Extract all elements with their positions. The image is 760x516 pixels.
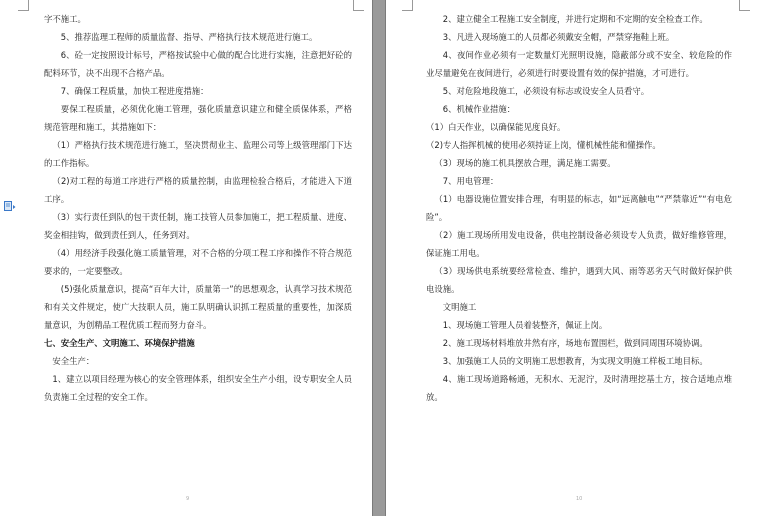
paragraph: 字不施工。 xyxy=(44,14,86,24)
paragraph: 5、推荐监理工程师的质量监督、指导、严格执行技术规范进行施工。 xyxy=(60,32,318,42)
page-number: 9 xyxy=(186,496,190,502)
document-page-right xyxy=(386,0,760,516)
section-heading: 七、安全生产、文明施工、环境保护措施 xyxy=(44,338,195,348)
document-page-left xyxy=(0,0,372,516)
paragraph: 4、施工现场道路畅通，无积水、无泥泞，及时清理挖基土方，按合适地点堆放。 xyxy=(426,374,732,402)
paragraph: 4、夜间作业必须有一定数量灯光照明设施，隐蔽部分或不安全、较危险的作业尽量避免在夜间进行，必须进行时要设置有效的保护措施，才可进行。 xyxy=(426,50,732,78)
page-body xyxy=(44,10,352,406)
paragraph: （2)对工程的每道工序进行严格的质量控制，由监理检验合格后，才能进入下道工序。 xyxy=(44,176,352,204)
paragraph: 安全生产： xyxy=(52,356,95,366)
crop-mark xyxy=(739,0,750,11)
paragraph: 7、确保工程质量，加快工程进度措施： xyxy=(60,86,209,96)
paragraph: （1）白天作业，以确保能见度良好。 xyxy=(426,122,566,132)
paragraph: 2、建立健全工程施工安全制度，并进行定期和不定期的安全检查工作。 xyxy=(442,14,708,24)
paragraph: （2)专人指挥机械的使用必须持证上岗，懂机械性能和懂操作。 xyxy=(426,140,661,150)
paragraph: 1、现场施工管理人员着装整齐，佩证上岗。 xyxy=(442,320,608,330)
page-gutter xyxy=(372,0,386,516)
paragraph: 3、凡进入现场施工的人员都必须戴安全帽，严禁穿拖鞋上班。 xyxy=(442,32,675,42)
document-outline-icon[interactable] xyxy=(4,196,16,206)
paragraph: 3、加强施工人员的文明施工思想教育，为实现文明施工样板工地目标。 xyxy=(442,356,708,366)
paragraph: （1）严格执行技术规范进行施工，坚决贯彻业主、监理公司等上级管理部门下达的工作指标。 xyxy=(44,140,352,168)
paragraph: 5、对危险地段施工，必须设有标志或设安全人员看守。 xyxy=(442,86,650,96)
paragraph: 6、机械作业措施： xyxy=(442,104,516,114)
paragraph: （4）用经济手段强化施工质量管理，对不合格的分项工程工序和操作不符合规范要求的，一定要整改。 xyxy=(44,248,352,276)
paragraph: （3）现场供电系统要经常检查、维护，遇到大风、雨等恶劣天气时做好保护供电设施。 xyxy=(426,266,732,294)
paragraph: 文明施工 xyxy=(442,302,477,312)
paragraph: 7、用电管理： xyxy=(442,176,499,186)
crop-mark xyxy=(402,0,413,11)
paragraph: 1、建立以项目经理为核心的安全管理体系，组织安全生产小组，设专职安全人员负责施工全过程的安全工作。 xyxy=(44,374,352,402)
paragraph: 6、砼一定按照设计标号，严格按试验中心做的配合比进行实施，注意把好砼的配料环节，决不出现不合格产品。 xyxy=(44,50,352,78)
paragraph: 2、施工现场材料堆放井然有序，场地布置围栏，做到同周围环境协调。 xyxy=(442,338,708,348)
page-number: 10 xyxy=(576,496,583,502)
paragraph: (5)强化质量意识，提高“百年大计，质量第一”的思想观念，认真学习技术规范和有关文件规定，使广大技职人员，施工队明确认识抓工程质量的重要性，加深质量意识，为创精品工程优质工程而努力奋斗。 xyxy=(44,284,352,330)
crop-mark xyxy=(18,0,29,11)
paragraph: （2）施工现场所用发电设备，供电控制设备必须设专人负责，做好维修管理，保证施工用电。 xyxy=(426,230,732,258)
paragraph: （3）实行责任到队的包干责任制，施工技管人员参加施工，把工程质量、进度、奖金相挂钩，做到责任到人，任务到对。 xyxy=(44,212,352,240)
page-body xyxy=(426,10,732,406)
crop-mark xyxy=(353,0,364,11)
paragraph: （3）现场的施工机具摆放合理，满足施工需要。 xyxy=(434,158,616,168)
paragraph: （1）电器设施位置安排合理，有明显的标志，如“远离触电”“严禁靠近”“有电危险”。 xyxy=(426,194,732,222)
paragraph: 要保工程质量，必须优化施工管理，强化质量意识建立和健全质保体系，严格规范管理和施工，其措施如下： xyxy=(44,104,352,132)
